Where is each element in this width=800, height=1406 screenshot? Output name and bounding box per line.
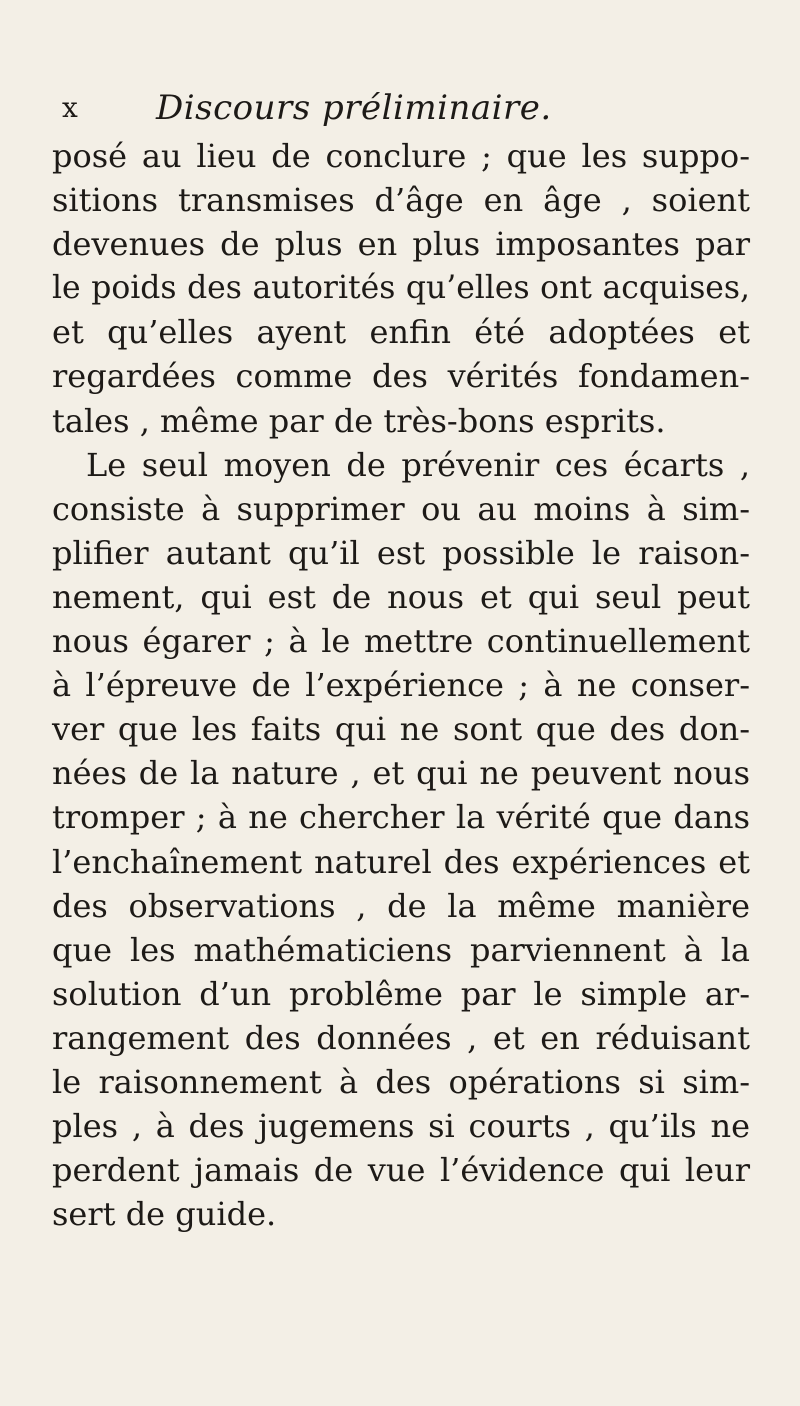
text-line: des observations , de la même manière	[52, 886, 750, 925]
text-line: rangement des données , et en réduisant	[52, 1018, 750, 1057]
text-line: que les mathématiciens parviennent à la	[52, 930, 750, 969]
text-line: posé au lieu de conclure ; que les suppo-	[52, 137, 750, 175]
text-line: nées de la nature , et qui ne peuvent nous	[52, 754, 750, 793]
text-line: ples , à des jugemens si courts , qu’ils ne	[52, 1107, 750, 1146]
text-line: nous égarer ; à le mettre continuellement	[52, 622, 750, 661]
page-number: x	[62, 91, 78, 124]
text-line: et qu’elles ayent enfin été adoptées et	[52, 313, 750, 352]
text-line: à l’épreuve de l’expérience ; à ne conser-	[52, 666, 750, 705]
text-line: le raisonnement à des opérations si sim-	[52, 1062, 750, 1101]
paragraph-start-line: Le seul moyen de prévenir ces écarts ,	[86, 445, 750, 484]
text-line: sitions transmises d’âge en âge , soient	[52, 181, 750, 220]
text-line: nement, qui est de nous et qui seul peut	[52, 577, 750, 616]
text-line: devenues de plus en plus imposantes par	[52, 225, 750, 264]
text-line: l’enchaînement naturel des expériences et	[52, 842, 750, 881]
text-line: regardées comme des vérités fondamen-	[52, 357, 750, 396]
running-head	[52, 88, 750, 128]
text-line: consiste à supprimer ou au moins à sim-	[52, 489, 750, 528]
text-line: ver que les faits qui ne sont que des don-	[52, 710, 750, 749]
text-line: tromper ; à ne chercher la vérité que dans	[52, 798, 750, 837]
text-line: le poids des autorités qu’elles ont acquises,	[52, 270, 750, 307]
text-line: solution d’un problême par le simple ar-	[52, 974, 750, 1013]
running-title: Discours préliminaire.	[156, 88, 552, 128]
text-line: sert de guide.	[52, 1195, 277, 1234]
text-line: tales , même par de très-bons esprits.	[52, 401, 666, 440]
text-line: perdent jamais de vue l’évidence qui leur	[52, 1151, 750, 1190]
body-text	[52, 134, 750, 1236]
text-line: plifier autant qu’il est possible le raison-	[52, 533, 750, 572]
